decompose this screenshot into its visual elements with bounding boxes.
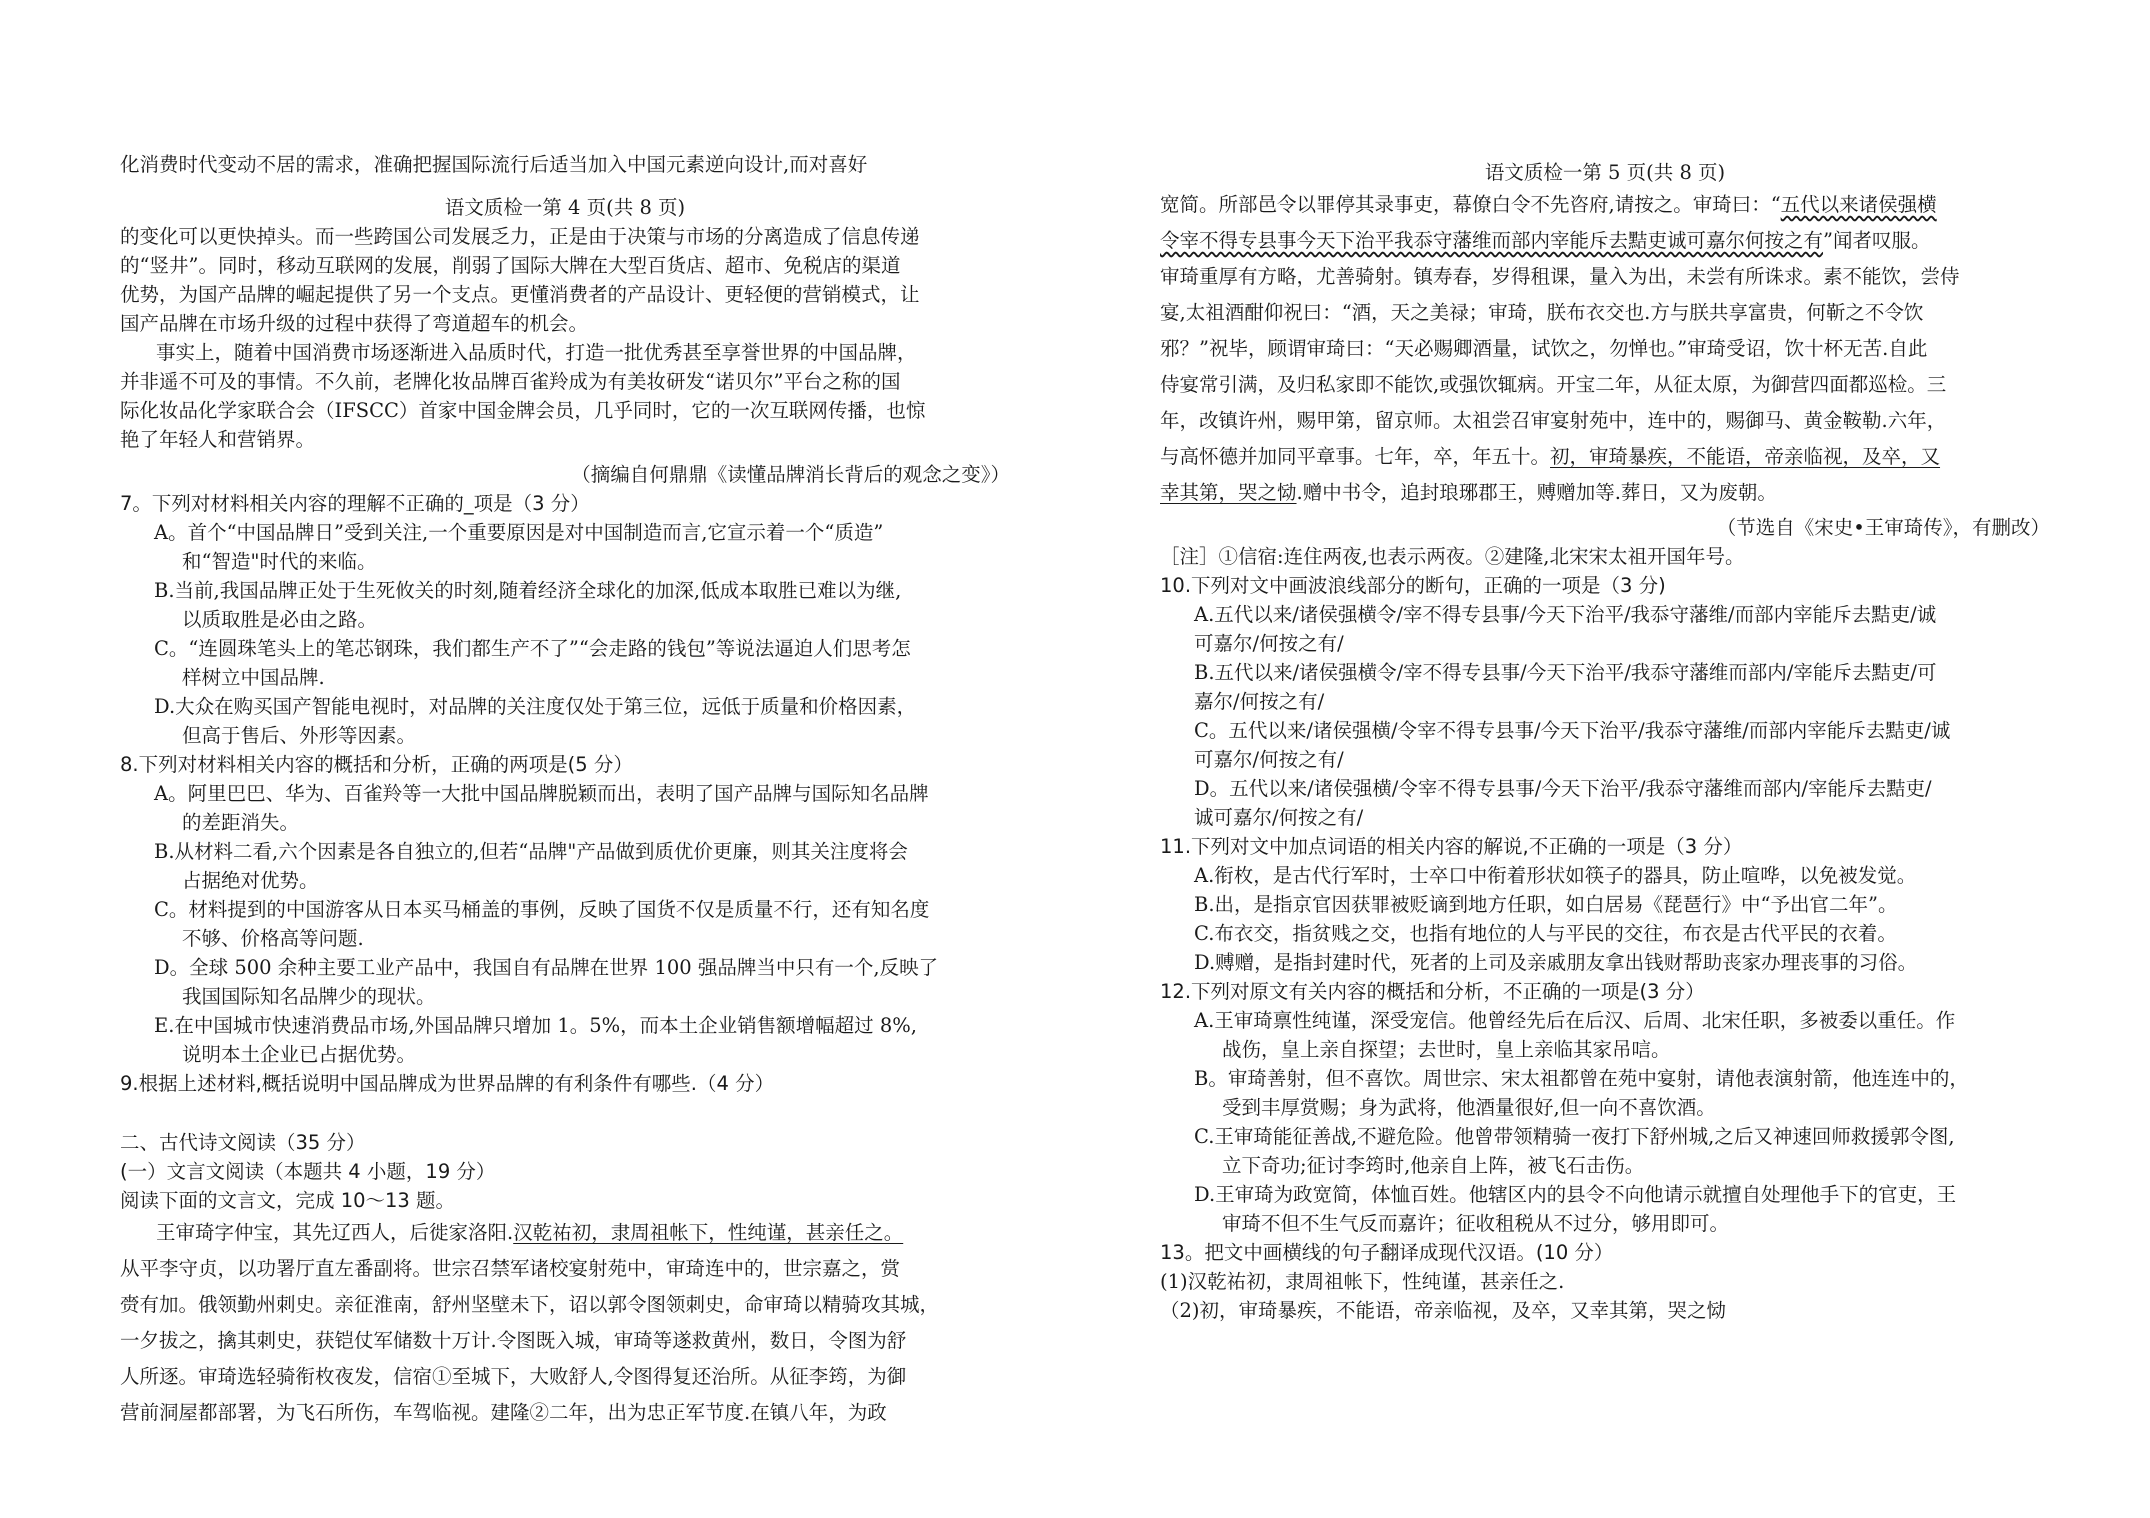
- option-d-cont: 审琦不但不生气反而嘉许；征收租税从不过分，够用即可。: [1222, 1212, 1730, 1235]
- option-b-cont: 以质取胜是必由之路。: [182, 608, 378, 631]
- classical-passage-cont: [1160, 187, 2050, 511]
- paragraph-2: [120, 338, 1010, 454]
- option-d-cont: 诚可嘉尔/何按之有/: [1194, 806, 1364, 829]
- option-a-cont: 和“智造"时代的来临。: [182, 550, 377, 573]
- passage-text: 王审琦字仲宝，其先辽西人，后徙家洛阳.: [156, 1221, 514, 1244]
- option-b: B.从材料二看,六个因素是各自独立的,但若“品牌"产品做到质优价更廉，则其关注度将会: [154, 840, 908, 863]
- option-c-cont: 样树立中国品牌.: [182, 666, 325, 689]
- question-stem: 13。把文中画横线的句子翻译成现代汉语。(10 分）: [1160, 1241, 1614, 1264]
- option-a: A.衔枚，是古代行军时，士卒口中衔着形状如筷子的器具，防止喧哗，以免被发觉。: [1194, 864, 1917, 887]
- option-d: D。五代以来/诸侯强横/令宰不得专县事/今天下治平/我忝守藩维而部内/宰能斥去黠吏/: [1194, 777, 1932, 800]
- text-line: 并非遥不可及的事情。不久前，老牌化妆品牌百雀羚成为有美妆研发“诺贝尔”平台之称的国: [120, 370, 901, 393]
- option-a-cont: 可嘉尔/何按之有/: [1194, 632, 1344, 655]
- text-line: 的变化可以更快掉头。而一些跨国公司发展乏力，正是由于决策与市场的分离造成了信息传递: [120, 225, 920, 248]
- right-page: [1160, 158, 2050, 1325]
- passage-line: 赍有加。俄领勤州刺史。亲征淮南，舒州坚壁未下，诏以郭令图领刺史，命审琦以精骑攻其城，: [120, 1293, 940, 1316]
- question-13: [1160, 1238, 2050, 1325]
- subsection-heading: (一）文言文阅读（本题共 4 小题，19 分）: [120, 1160, 496, 1183]
- option-a-cont: 的差距消失。: [182, 811, 300, 834]
- text-line: 艳了年轻人和营销界。: [120, 428, 316, 451]
- question-stem: 11.下列对文中加点词语的相关内容的解说,不正确的一项是（3 分）: [1160, 835, 1743, 858]
- option-c-cont: 不够、价格高等问题.: [182, 927, 364, 950]
- wavy-underline-text: 令宰不得专县事今天下治平我忝守藩维而部内宰能斥去黠吏诚可嘉尔何按之有: [1160, 229, 1824, 252]
- option-b: B.当前,我国品牌正处于生死攸关的时刻,随着经济全球化的加深,低成本取胜已难以为继,: [154, 579, 902, 602]
- text-line: 的“竖井”。同时，移动互联网的发展，削弱了国际大牌在大型百货店、超市、免税店的渠道: [120, 254, 901, 277]
- question-12: [1160, 977, 2050, 1238]
- footnote: ［注］①信宿:连住两夜,也表示两夜。②建隆,北宋宋太祖开国年号。: [1160, 545, 1745, 568]
- option-d-cont: 但高于售后、外形等因素。: [182, 724, 417, 747]
- section-heading: 二、古代诗文阅读（35 分）: [120, 1131, 366, 1154]
- passage-line: 邪？”祝毕，顾谓审琦曰：“天必赐卿酒量，试饮之，勿惮也。”审琦受诏，饮十杯无苦.自此: [1160, 337, 1928, 360]
- option-a: A.五代以来/诸侯强横令/宰不得专县事/今天下治平/我忝守藩维/而部内宰能斥去黠吏/诚: [1194, 603, 1937, 626]
- option-c: C.王审琦能征善战,不避危险。他曾带领精骑一夜打下舒州城,之后又神速回师救援郭令图,: [1194, 1125, 1955, 1148]
- passage-text: .赠中书令，追封琅琊郡王，赙赠加等.葬日，又为废朝。: [1296, 481, 1777, 504]
- option-c: C。材料提到的中国游客从日本买马桶盖的事例，反映了国货不仅是质量不行，还有知名度: [154, 898, 930, 921]
- option-b: B。审琦善射，但不喜饮。周世宗、宋太祖都曾在苑中宴射，请他表演射箭，他连连中的，: [1194, 1067, 1969, 1090]
- reading-instruction: 阅读下面的文言文，完成 10～13 题。: [120, 1189, 456, 1212]
- passage-line: 人所逐。审琦选轻骑衔枚夜发，信宿①至城下，大败舒人,令图得复还治所。从征李筠，为御: [120, 1365, 907, 1388]
- question-9: 9.根据上述材料,概括说明中国品牌成为世界品牌的有利条件有哪些.（4 分）: [120, 1072, 775, 1095]
- option-a-cont: 战伤，皇上亲自探望；去世时，皇上亲临其家吊唁。: [1222, 1038, 1671, 1061]
- source-citation: （节选自《宋史•王审琦传》，有删改）: [1716, 516, 2050, 539]
- passage-line: 侍宴常引满，及归私家即不能饮,或强饮辄病。开宝二年，从征太原，为御营四面都巡检。三: [1160, 373, 1947, 396]
- option-a: A。阿里巴巴、华为、百雀羚等一大批中国品牌脱颖而出，表明了国产品牌与国际知名品牌: [154, 782, 929, 805]
- translation-item-2: （2)初，审琦暴疾，不能语，帝亲临视，及卒，又幸其第，哭之恸: [1160, 1299, 1727, 1322]
- question-stem: 7。下列对材料相关内容的理解不正确的_项是（3 分）: [120, 492, 590, 515]
- option-a: A.王审琦禀性纯谨，深受宠信。他曾经先后在后汉、后周、北宋任职，多被委以重任。作: [1194, 1009, 1956, 1032]
- passage-line: 审琦重厚有方略，尤善骑射。镇寿春，岁得租课，量入为出，未尝有所诛求。素不能饮，尝侍: [1160, 265, 1960, 288]
- text-line: 国产品牌在市场升级的过程中获得了弯道超车的机会。: [120, 312, 589, 335]
- passage-text: 与高怀德并加同平章事。七年，卒，年五十。: [1160, 445, 1551, 468]
- wavy-underline-text: 五代以来诸侯强横: [1780, 193, 1937, 216]
- option-d-cont: 我国国际知名品牌少的现状。: [182, 985, 436, 1008]
- text-line: 优势，为国产品牌的崛起提供了另一个支点。更懂消费者的产品设计、更轻便的营销模式，让: [120, 283, 920, 306]
- translation-item-1: (1)汉乾祐初，隶周祖帐下，性纯谨，甚亲任之.: [1160, 1270, 1565, 1293]
- question-10: [1160, 571, 2050, 832]
- option-c-cont: 立下奇功;征讨李筠时,他亲自上阵，被飞石击伤。: [1222, 1154, 1645, 1177]
- option-e: E.在中国城市快速消费品市场,外国品牌只增加 1。5%，而本土企业销售额增幅超过 8%,: [154, 1014, 918, 1037]
- option-c: C.布衣交，指贫贱之交，也指有地位的人与平民的交往，布衣是古代平民的衣着。: [1194, 922, 1897, 945]
- classical-passage: [120, 1215, 1010, 1431]
- question-stem: 12.下列对原文有关内容的概括和分析，不正确的一项是(3 分）: [1160, 980, 1705, 1003]
- question-stem: 10.下列对文中画波浪线部分的断句，正确的一项是（3 分): [1160, 574, 1666, 597]
- option-c-cont: 可嘉尔/何按之有/: [1194, 748, 1344, 771]
- continued-line: 化消费时代变动不居的需求，准确把握国际流行后适当加入中国元素逆向设计,而对喜好: [120, 153, 868, 176]
- passage-line: 年，改镇许州，赐甲第，留京师。太祖尝召审宴射苑中，连中的，赐御马、黄金鞍勒.六年，: [1160, 409, 1947, 432]
- option-b-cont: 嘉尔/何按之有/: [1194, 690, 1325, 713]
- passage-line: 从平李守贞，以功署厅直左番副将。世宗召禁军诸校宴射苑中，审琦连中的，世宗嘉之，赏: [120, 1257, 901, 1280]
- page-header-4: 语文质检一第 4 页(共 8 页): [444, 196, 686, 219]
- left-page: [120, 150, 1010, 1431]
- option-b-cont: 占据绝对优势。: [182, 869, 319, 892]
- passage-text: 宽简。所部邑令以罪停其录事吏，幕僚白令不先咨府,请按之。审琦曰：“: [1160, 193, 1781, 216]
- option-e-cont: 说明本土企业已占据优势。: [182, 1043, 417, 1066]
- passage-line: 一夕拔之，擒其刺史，获铠仗军储数十万计.令图既入城，审琦等遂救黄州，数日，令图为舒: [120, 1329, 907, 1352]
- passage-text: ”闻者叹服。: [1823, 229, 1931, 252]
- paragraph-1: [120, 222, 1010, 338]
- underlined-sentence-2-cont: 幸其第，哭之恸: [1160, 481, 1297, 504]
- option-a: A。首个“中国品牌日”受到关注,一个重要原因是对中国制造而言,它宣示着一个“质造”: [154, 521, 884, 544]
- question-11: [1160, 832, 2050, 977]
- question-7: [120, 489, 1010, 750]
- text-line: 事实上，随着中国消费市场逐渐进入品质时代，打造一批优秀甚至享誉世界的中国品牌，: [156, 341, 917, 364]
- option-d: D。全球 500 余种主要工业产品中，我国自有品牌在世界 100 强品牌当中只有一个,反映了: [154, 956, 939, 979]
- passage-line: 宴,太祖酒酣仰祝曰：“酒，天之美禄；审琦，朕布衣交也.方与朕共享富贵，何靳之不令饮: [1160, 301, 1924, 324]
- passage-line: 营前洞屋都部署，为飞石所伤，车驾临视。建隆②二年，出为忠正军节度.在镇八年，为政: [120, 1401, 887, 1424]
- option-c: C。五代以来/诸侯强横/令宰不得专县事/今天下治平/我忝守藩维/而部内宰能斥去黠吏/诚: [1194, 719, 1951, 742]
- underlined-sentence-1: 汉乾祐初，隶周祖帐下，性纯谨，甚亲任之。: [513, 1221, 904, 1244]
- option-d: D.王审琦为政宽简，体恤百姓。他辖区内的县令不向他请示就擅自处理他手下的官吏，王: [1194, 1183, 1957, 1206]
- option-d: D.大众在购买国产智能电视时，对品牌的关注度仅处于第三位，远低于质量和价格因素，: [154, 695, 917, 718]
- question-stem: 8.下列对材料相关内容的概括和分析，正确的两项是(5 分）: [120, 753, 633, 776]
- text-line: 际化妆品化学家联合会（IFSCC）首家中国金牌会员，几乎同时，它的一次互联网传播，也惊: [120, 399, 926, 422]
- option-b: B.出，是指京官因获罪被贬谪到地方任职，如白居易《琵琶行》中“予出官二年”。: [1194, 893, 1898, 916]
- option-c: C。“连圆珠笔头上的笔芯钢珠，我们都生产不了”“会走路的钱包”等说法逼迫人们思考怎: [154, 637, 911, 660]
- question-8: [120, 750, 1010, 1069]
- page-header-5: 语文质检一第 5 页(共 8 页): [1484, 161, 1726, 184]
- underlined-sentence-2: 初，审琦暴疾，不能语，帝亲临视，及卒，又: [1550, 445, 1941, 468]
- source-citation: （摘编自何鼎鼎《读懂品牌消长背后的观念之变》）: [571, 463, 1010, 486]
- option-b-cont: 受到丰厚赏赐；身为武将，他酒量很好,但一向不喜饮酒。: [1222, 1096, 1716, 1119]
- option-b: B.五代以来/诸侯强横令/宰不得专县事/今天下治平/我忝守藩维而部内/宰能斥去黠吏/可: [1194, 661, 1937, 684]
- option-d: D.赙赠，是指封建时代，死者的上司及亲戚朋友拿出钱财帮助丧家办理丧事的习俗。: [1194, 951, 1918, 974]
